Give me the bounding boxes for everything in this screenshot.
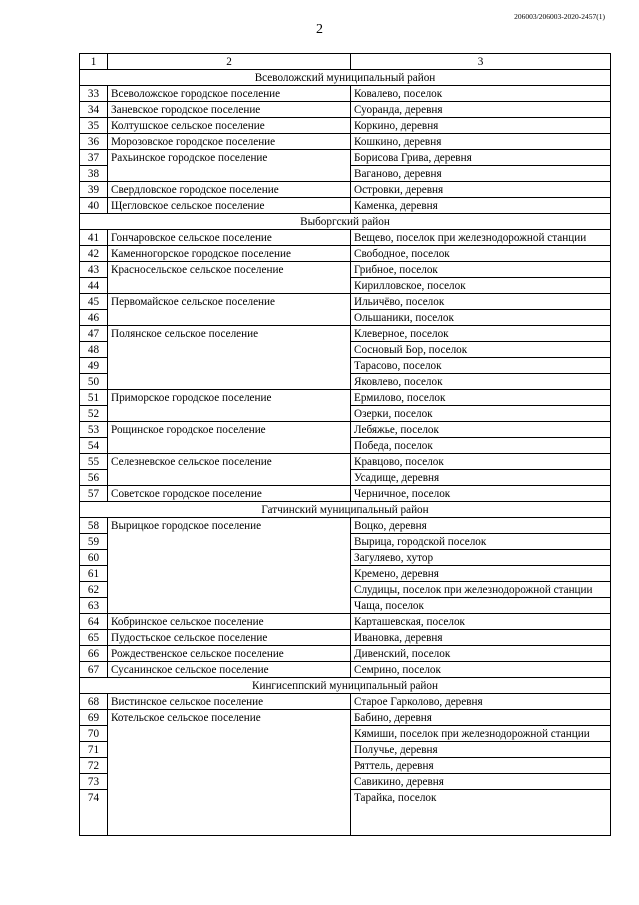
settlement-cell: Приморское городское поселение xyxy=(108,390,351,406)
table-row xyxy=(80,454,611,470)
table-row xyxy=(80,630,611,646)
row-number: 70 xyxy=(80,726,108,742)
place-cell: Клеверное, поселок xyxy=(351,326,611,342)
place-cell: Ивановка, деревня xyxy=(351,630,611,646)
place-cell: Островки, деревня xyxy=(351,182,611,198)
place-cell: Чаща, поселок xyxy=(351,598,611,614)
table-row xyxy=(80,374,611,390)
table-row xyxy=(80,758,611,774)
settlement-cell: Рахьинское городское поселение xyxy=(108,150,351,166)
row-number: 73 xyxy=(80,774,108,790)
table-row xyxy=(80,694,611,710)
row-number: 74 xyxy=(80,790,108,836)
settlement-cell: Всеволожское городское поселение xyxy=(108,86,351,102)
table-row xyxy=(80,326,611,342)
table-row xyxy=(80,230,611,246)
place-cell: Ряттель, деревня xyxy=(351,758,611,774)
place-cell: Получье, деревня xyxy=(351,742,611,758)
settlement-cell xyxy=(108,790,351,836)
row-number: 33 xyxy=(80,86,108,102)
row-number: 48 xyxy=(80,342,108,358)
settlement-cell: Заневское городское поселение xyxy=(108,102,351,118)
settlement-cell: Первомайское сельское поселение xyxy=(108,294,351,310)
place-cell: Ковалево, поселок xyxy=(351,86,611,102)
row-number: 35 xyxy=(80,118,108,134)
place-cell: Дивенский, поселок xyxy=(351,646,611,662)
place-cell: Воцко, деревня xyxy=(351,518,611,534)
row-number: 59 xyxy=(80,534,108,550)
settlement-cell: Селезневское сельское поселение xyxy=(108,454,351,470)
settlement-cell xyxy=(108,358,351,374)
document-id: 206003/206003-2020-2457(1) xyxy=(514,12,605,21)
row-number: 47 xyxy=(80,326,108,342)
settlement-cell xyxy=(108,742,351,758)
table-row xyxy=(80,742,611,758)
row-number: 41 xyxy=(80,230,108,246)
row-number: 38 xyxy=(80,166,108,182)
table-row xyxy=(80,550,611,566)
region-row xyxy=(80,70,611,86)
place-cell: Суоранда, деревня xyxy=(351,102,611,118)
place-cell: Победа, поселок xyxy=(351,438,611,454)
place-cell: Ермилово, поселок xyxy=(351,390,611,406)
table-row xyxy=(80,534,611,550)
place-cell: Семрино, поселок xyxy=(351,662,611,678)
settlement-cell xyxy=(108,774,351,790)
page-number: 2 xyxy=(316,22,323,37)
settlement-cell xyxy=(108,470,351,486)
settlement-cell: Сусанинское сельское поселение xyxy=(108,662,351,678)
row-number: 40 xyxy=(80,198,108,214)
row-number: 53 xyxy=(80,422,108,438)
table-row xyxy=(80,310,611,326)
settlement-cell: Полянское сельское поселение xyxy=(108,326,351,342)
place-cell: Вырица, городской поселок xyxy=(351,534,611,550)
place-cell: Кремено, деревня xyxy=(351,566,611,582)
region-title: Кингисеппский муниципальный район xyxy=(80,678,611,694)
settlement-cell xyxy=(108,726,351,742)
table-row xyxy=(80,134,611,150)
row-number: 63 xyxy=(80,598,108,614)
settlement-cell xyxy=(108,758,351,774)
row-number: 68 xyxy=(80,694,108,710)
table-row xyxy=(80,790,611,836)
region-row xyxy=(80,502,611,518)
settlement-cell: Рощинское городское поселение xyxy=(108,422,351,438)
table-row xyxy=(80,118,611,134)
place-cell: Ильичёво, поселок xyxy=(351,294,611,310)
row-number: 43 xyxy=(80,262,108,278)
table-row xyxy=(80,262,611,278)
row-number: 49 xyxy=(80,358,108,374)
table-row xyxy=(80,182,611,198)
settlement-cell xyxy=(108,374,351,390)
place-cell: Черничное, поселок xyxy=(351,486,611,502)
header-cell: 3 xyxy=(351,54,611,70)
row-number: 51 xyxy=(80,390,108,406)
header-cell: 1 xyxy=(80,54,108,70)
settlement-cell xyxy=(108,278,351,294)
row-number: 71 xyxy=(80,742,108,758)
row-number: 72 xyxy=(80,758,108,774)
header-row xyxy=(80,54,611,70)
row-number: 37 xyxy=(80,150,108,166)
region-title: Гатчинский муниципальный район xyxy=(80,502,611,518)
table-row xyxy=(80,294,611,310)
row-number: 52 xyxy=(80,406,108,422)
table-row xyxy=(80,438,611,454)
place-cell: Савикино, деревня xyxy=(351,774,611,790)
region-title: Всеволожский муниципальный район xyxy=(80,70,611,86)
settlement-cell: Колтушское сельское поселение xyxy=(108,118,351,134)
table-row xyxy=(80,422,611,438)
place-cell: Ваганово, деревня xyxy=(351,166,611,182)
settlement-cell xyxy=(108,438,351,454)
table-row xyxy=(80,406,611,422)
place-cell: Кирилловское, поселок xyxy=(351,278,611,294)
row-number: 58 xyxy=(80,518,108,534)
place-cell: Свободное, поселок xyxy=(351,246,611,262)
place-cell: Тарасово, поселок xyxy=(351,358,611,374)
row-number: 56 xyxy=(80,470,108,486)
settlement-cell: Кобринское сельское поселение xyxy=(108,614,351,630)
settlement-cell xyxy=(108,550,351,566)
settlement-cell xyxy=(108,566,351,582)
table-row xyxy=(80,662,611,678)
region-row xyxy=(80,678,611,694)
settlements-table xyxy=(79,53,611,836)
region-title: Выборгский район xyxy=(80,214,611,230)
settlement-cell xyxy=(108,534,351,550)
table-row xyxy=(80,198,611,214)
table-row xyxy=(80,166,611,182)
row-number: 46 xyxy=(80,310,108,326)
table-row xyxy=(80,726,611,742)
place-cell: Загуляево, хутор xyxy=(351,550,611,566)
row-number: 66 xyxy=(80,646,108,662)
settlement-cell: Красносельское сельское поселение xyxy=(108,262,351,278)
place-cell: Озерки, поселок xyxy=(351,406,611,422)
row-number: 50 xyxy=(80,374,108,390)
place-cell: Карташевская, поселок xyxy=(351,614,611,630)
row-number: 60 xyxy=(80,550,108,566)
table-row xyxy=(80,342,611,358)
place-cell: Старое Гарколово, деревня xyxy=(351,694,611,710)
settlement-cell: Советское городское поселение xyxy=(108,486,351,502)
settlement-cell: Щегловское сельское поселение xyxy=(108,198,351,214)
settlement-cell: Вырицкое городское поселение xyxy=(108,518,351,534)
row-number: 55 xyxy=(80,454,108,470)
place-cell: Тарайка, поселок xyxy=(351,790,611,836)
settlement-cell: Котельское сельское поселение xyxy=(108,710,351,726)
table-row xyxy=(80,486,611,502)
table-row xyxy=(80,150,611,166)
place-cell: Кошкино, деревня xyxy=(351,134,611,150)
row-number: 34 xyxy=(80,102,108,118)
settlement-cell: Свердловское городское поселение xyxy=(108,182,351,198)
table-row xyxy=(80,390,611,406)
place-cell: Ольшаники, поселок xyxy=(351,310,611,326)
table-row xyxy=(80,246,611,262)
row-number: 39 xyxy=(80,182,108,198)
place-cell: Каменка, деревня xyxy=(351,198,611,214)
row-number: 54 xyxy=(80,438,108,454)
place-cell: Грибное, поселок xyxy=(351,262,611,278)
table-row xyxy=(80,774,611,790)
row-number: 44 xyxy=(80,278,108,294)
row-number: 57 xyxy=(80,486,108,502)
table-row xyxy=(80,598,611,614)
settlement-cell: Рождественское сельское поселение xyxy=(108,646,351,662)
table-row xyxy=(80,470,611,486)
settlement-cell: Каменногорское городское поселение xyxy=(108,246,351,262)
place-cell: Кравцово, поселок xyxy=(351,454,611,470)
table-row xyxy=(80,358,611,374)
settlement-cell xyxy=(108,598,351,614)
table-row xyxy=(80,518,611,534)
settlement-cell xyxy=(108,342,351,358)
row-number: 61 xyxy=(80,566,108,582)
row-number: 64 xyxy=(80,614,108,630)
table-row xyxy=(80,102,611,118)
place-cell: Кямиши, поселок при железнодорожной станции xyxy=(351,726,611,742)
settlement-cell xyxy=(108,406,351,422)
place-cell: Сосновый Бор, поселок xyxy=(351,342,611,358)
settlement-cell xyxy=(108,582,351,598)
table-row xyxy=(80,566,611,582)
row-number: 69 xyxy=(80,710,108,726)
settlement-cell: Гончаровское сельское поселение xyxy=(108,230,351,246)
header-cell: 2 xyxy=(108,54,351,70)
row-number: 67 xyxy=(80,662,108,678)
settlement-cell xyxy=(108,310,351,326)
table-row xyxy=(80,86,611,102)
settlement-cell: Пудостьское сельское поселение xyxy=(108,630,351,646)
settlement-cell: Вистинское сельское поселение xyxy=(108,694,351,710)
place-cell: Бабино, деревня xyxy=(351,710,611,726)
row-number: 36 xyxy=(80,134,108,150)
place-cell: Вещево, поселок при железнодорожной станции xyxy=(351,230,611,246)
place-cell: Усадище, деревня xyxy=(351,470,611,486)
place-cell: Коркино, деревня xyxy=(351,118,611,134)
table-row xyxy=(80,278,611,294)
row-number: 45 xyxy=(80,294,108,310)
settlement-cell: Морозовское городское поселение xyxy=(108,134,351,150)
row-number: 65 xyxy=(80,630,108,646)
table-row xyxy=(80,614,611,630)
place-cell: Слудицы, поселок при железнодорожной станции xyxy=(351,582,611,598)
settlement-cell xyxy=(108,166,351,182)
row-number: 62 xyxy=(80,582,108,598)
table-row xyxy=(80,582,611,598)
place-cell: Лебяжье, поселок xyxy=(351,422,611,438)
table-row xyxy=(80,710,611,726)
table-row xyxy=(80,646,611,662)
row-number: 42 xyxy=(80,246,108,262)
place-cell: Борисова Грива, деревня xyxy=(351,150,611,166)
region-row xyxy=(80,214,611,230)
place-cell: Яковлево, поселок xyxy=(351,374,611,390)
